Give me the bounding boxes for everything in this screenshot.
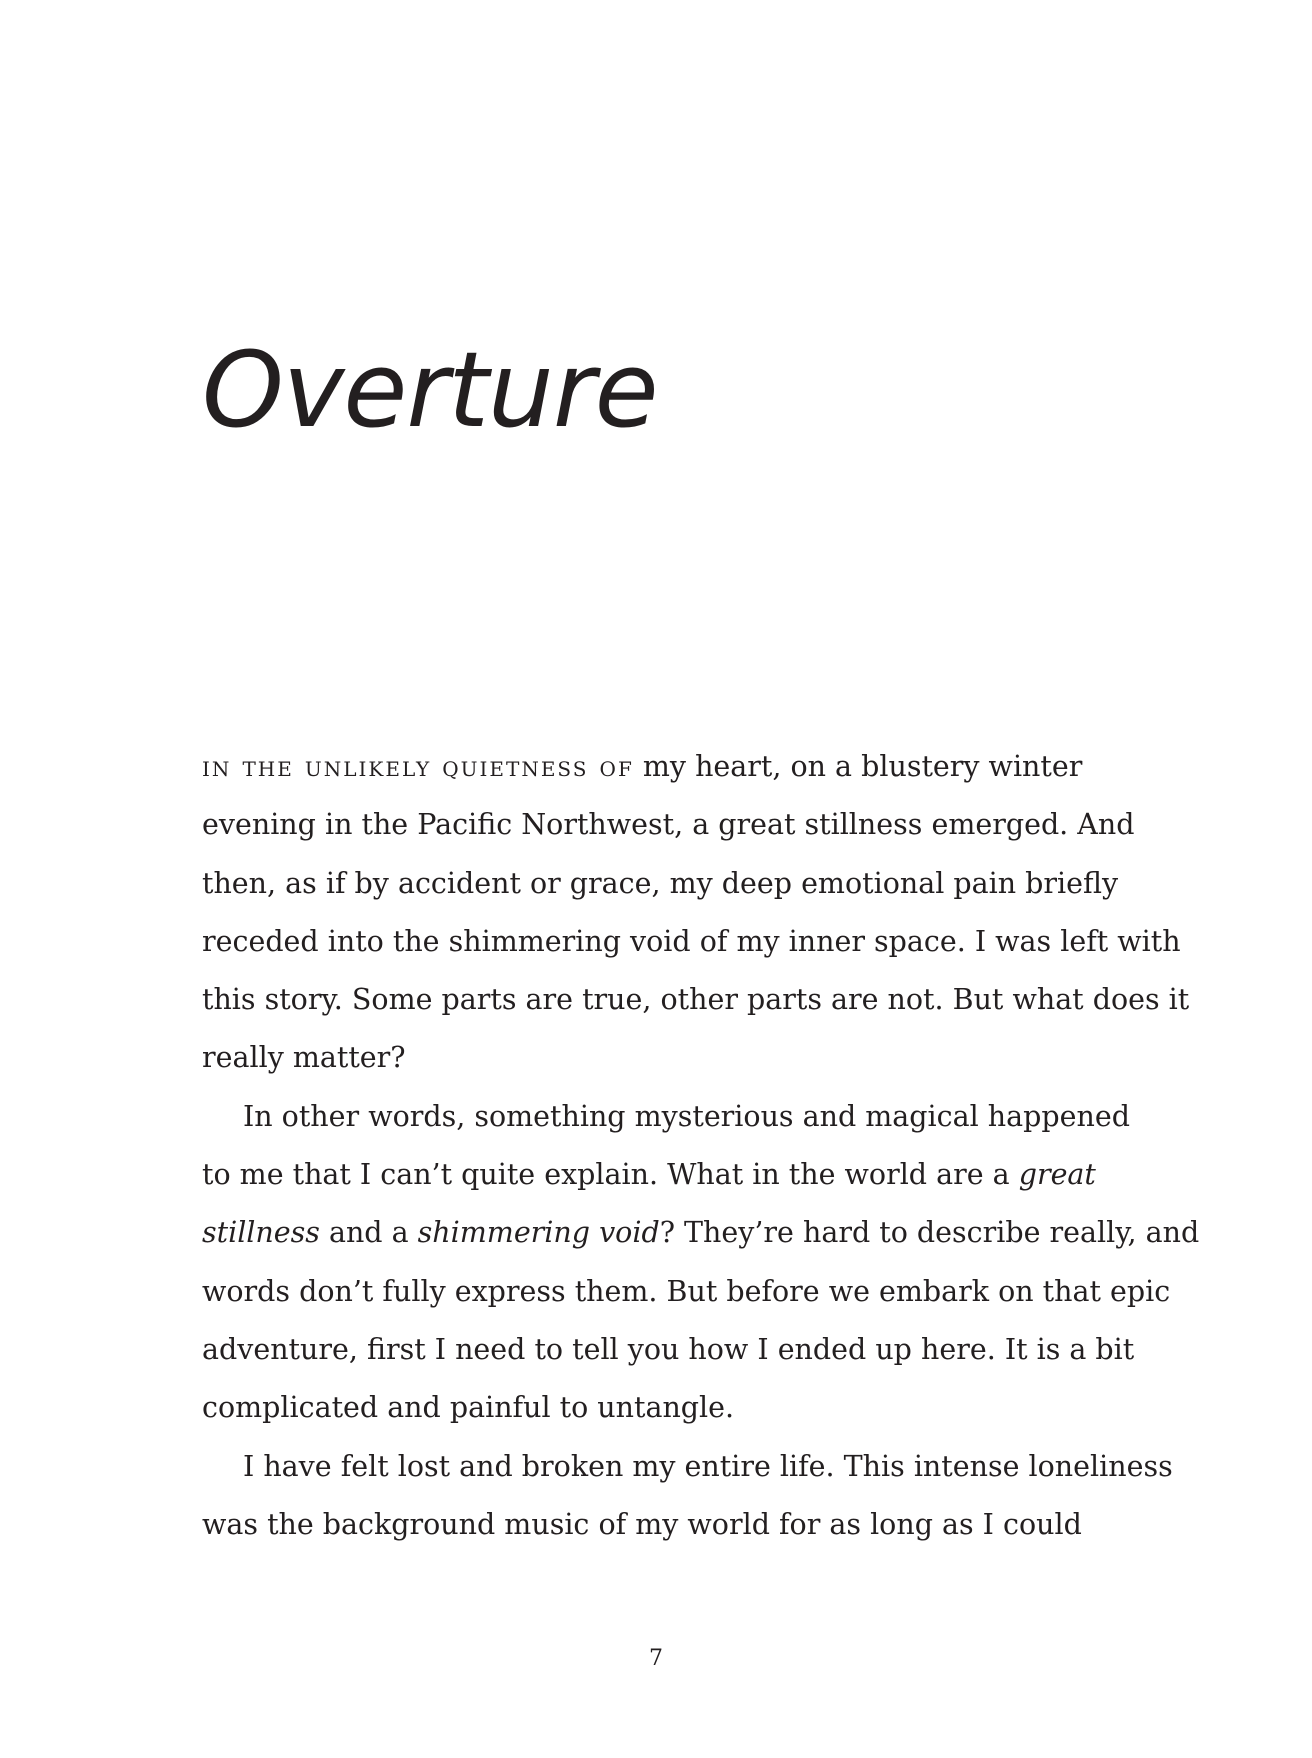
text-span: and a: [319, 1216, 418, 1250]
text-line: In other words, something mysterious and magical happened: [243, 1099, 1130, 1133]
text-line: [202, 1204, 1200, 1262]
italic-span: great: [1018, 1158, 1096, 1192]
text-line: words don’t fully express them. But before we embark on that epic: [202, 1274, 1171, 1308]
text-line: complicated and painful to untangle.: [202, 1391, 735, 1425]
text-span: my heart, on a blustery winter: [633, 750, 1083, 783]
text-span: ? They’re hard to describe really, and: [659, 1216, 1200, 1250]
page-number: 7: [649, 1646, 663, 1671]
italic-span: shimmering void: [417, 1216, 660, 1250]
text-line: receded into the shimmering void of my inner space. I was left with: [202, 924, 1181, 958]
text-line: [202, 1146, 1102, 1204]
text-line: then, as if by accident or grace, my deep emotional pain briefly: [202, 866, 1119, 900]
chapter-title: Overture: [202, 329, 658, 451]
text-line: [202, 738, 1102, 796]
text-line: I have felt lost and broken my entire life. This intense loneliness: [243, 1449, 1173, 1483]
opening-small-caps: in the unlikely quietness of: [202, 750, 634, 783]
text-line: adventure, first I need to tell you how I ended up here. It is a bit: [202, 1332, 1135, 1366]
text-line: this story. Some parts are true, other parts are not. But what does it: [202, 983, 1190, 1017]
italic-span: stillness: [202, 1216, 320, 1250]
text-span: to me that I can’t quite explain. What in the world are a: [202, 1158, 1019, 1192]
text-line: evening in the Pacific Northwest, a great stillness emerged. And: [202, 808, 1135, 842]
chapter-body: [202, 738, 1200, 1554]
text-line: was the background music of my world for as long as I could: [202, 1507, 1082, 1541]
text-line: really matter?: [202, 1041, 406, 1075]
